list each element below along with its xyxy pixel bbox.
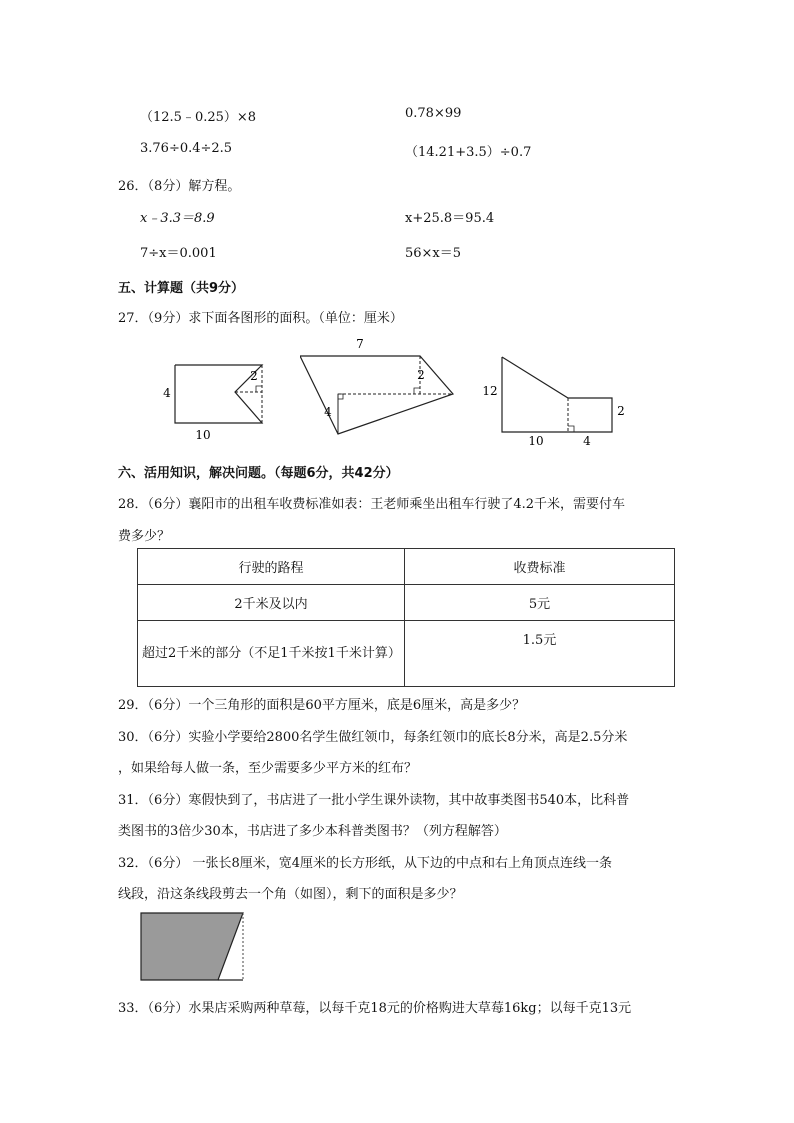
- equation-1: x﹣3.3＝8.9: [140, 211, 215, 226]
- fig3-left-label: 12: [482, 384, 498, 398]
- fig1-bottom-label: 10: [195, 428, 211, 442]
- expr-4: （14.21+3.5）÷0.7: [405, 145, 532, 160]
- question-31-line-2: 类图书的3倍少30本，书店进了多少本科普类图书？（列方程解答）: [118, 824, 507, 839]
- table-header-cell: 收费标准: [405, 549, 675, 585]
- question-28-line-1: 28．（6分）襄阳市的出租车收费标准如表：王老师乘坐出租车行驶了4.2千米，需要付车: [118, 497, 625, 512]
- expr-3: 3.76÷0.4÷2.5: [140, 141, 233, 156]
- table-cell: 1.5元: [405, 621, 675, 687]
- figure-trapezoid: [300, 334, 460, 440]
- equation-2: x+25.8＝95.4: [405, 211, 495, 226]
- figure-composite: [478, 352, 628, 448]
- table-header-cell: 行驶的路程: [138, 549, 405, 585]
- fare-table: [137, 548, 675, 687]
- figure-cut-rectangle: [140, 912, 244, 982]
- question-26: 26．（8分）解方程。: [118, 179, 241, 194]
- question-31-line-1: 31．（6分）寒假快到了，书店进了一批小学生课外读物，其中故事类图书540本，比科普: [118, 793, 630, 808]
- figure-rectangle-notch: [150, 360, 280, 444]
- fig1-right-label: 2: [250, 369, 258, 383]
- question-30-line-1: 30．（6分）实验小学要给2800名学生做红领巾，每条红领巾的底长8分米，高是2.5分米: [118, 730, 628, 745]
- expr-2: 0.78×99: [405, 106, 462, 121]
- fig2-top-label: 7: [356, 337, 364, 351]
- question-33: 33．（6分）水果店采购两种草莓，以每千克18元的价格购进大草莓16kg；以每千克13元: [118, 1001, 632, 1016]
- question-32-line-2: 线段，沿这条线段剪去一个角（如图），剩下的面积是多少？: [118, 887, 463, 902]
- table-cell: 5元: [405, 585, 675, 621]
- fig2-right-label: 2: [417, 368, 425, 382]
- table-row: [138, 621, 675, 687]
- question-32-line-1: 32．（6分） 一张长8厘米，宽4厘米的长方形纸，从下边的中点和右上角顶点连线一条: [118, 856, 612, 871]
- fig3-bottom-right-label: 4: [583, 434, 591, 448]
- expr-1: （12.5﹣0.25）×8: [140, 110, 257, 125]
- section-5-title: 五、计算题（共9分）: [118, 281, 245, 296]
- equation-3: 7÷x＝0.001: [140, 246, 217, 261]
- table-cell: 超过2千米的部分（不足1千米按1千米计算）: [138, 621, 405, 687]
- question-30-line-2: ，如果给每人做一条，至少需要多少平方米的红布？: [118, 761, 418, 776]
- fig2-left-label: 4: [324, 405, 332, 419]
- fig3-bottom-left-label: 10: [528, 434, 544, 448]
- table-row: [138, 585, 675, 621]
- section-6-title: 六、活用知识，解决问题。（每题6分，共42分）: [118, 466, 399, 481]
- table-header-row: [138, 549, 675, 585]
- equation-4: 56×x＝5: [405, 246, 462, 261]
- question-27: 27．（9分）求下面各图形的面积。（单位：厘米）: [118, 311, 403, 326]
- fig1-left-label: 4: [163, 386, 171, 400]
- question-28-line-2: 费多少？: [118, 529, 171, 544]
- question-29: 29．（6分）一个三角形的面积是60平方厘米，底是6厘米，高是多少？: [118, 698, 526, 713]
- table-cell: 2千米及以内: [138, 585, 405, 621]
- fig3-right-label: 2: [617, 404, 625, 418]
